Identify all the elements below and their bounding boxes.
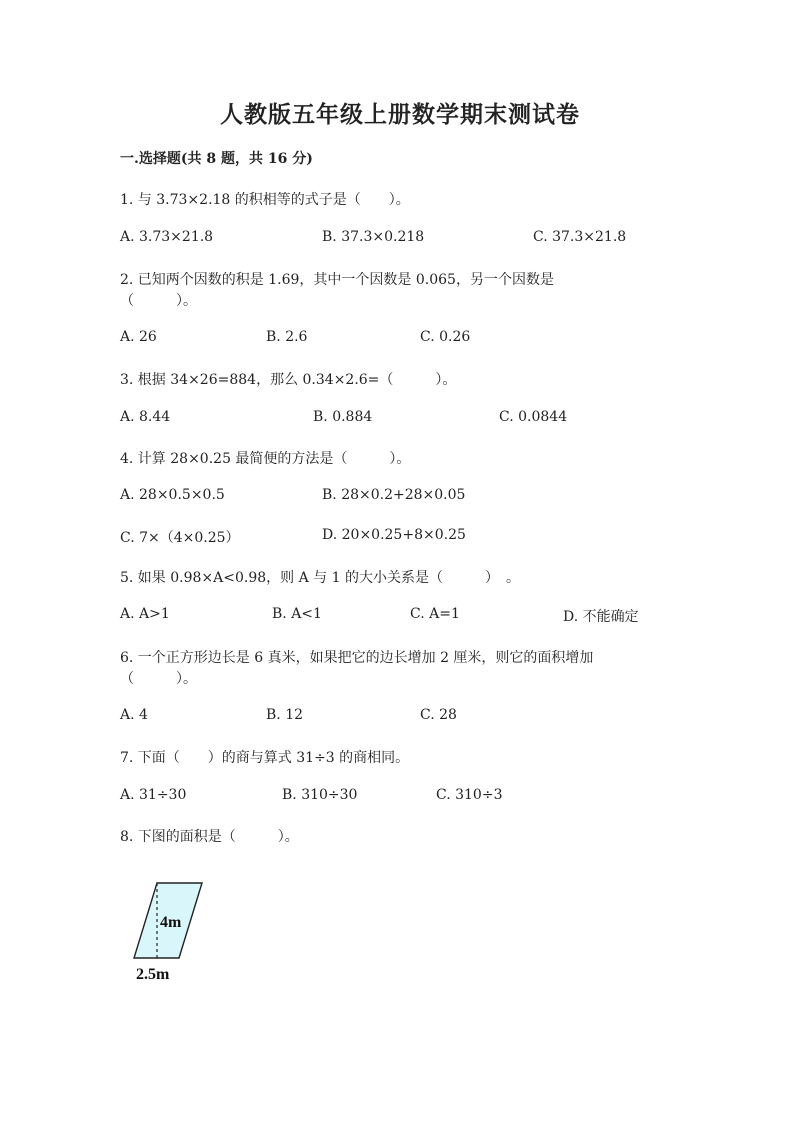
question-7-stem: 7. 下面（ ）的商与算式 31÷3 的商相同。 [120, 750, 410, 766]
question-2-stem-cont: （ ）。 [120, 293, 197, 309]
question-3-option-b: B. 0.884 [313, 409, 373, 425]
question-4-option-a: A. 28×0.5×0.5 [120, 487, 225, 503]
question-5-option-a: A. A>1 [120, 606, 170, 622]
question-5-option-b: B. A<1 [272, 606, 322, 622]
question-2-option-c: C. 0.26 [420, 329, 471, 345]
question-6-option-c: C. 28 [420, 707, 457, 723]
question-4-option-c: C. 7×（4×0.25） [120, 530, 240, 546]
question-3-option-a: A. 8.44 [120, 409, 171, 425]
question-5-option-d: D. 不能确定 [563, 609, 639, 625]
question-3-option-c: C. 0.0844 [499, 409, 568, 425]
question-4-stem: 4. 计算 28×0.25 最简便的方法是（ ）。 [120, 451, 411, 467]
question-6-stem: 6. 一个正方形边长是 6 真米，如果把它的边长增加 2 厘米，则它的面积增加 [120, 650, 594, 666]
question-4-option-d: D. 20×0.25+8×0.25 [322, 527, 466, 543]
question-1-option-a: A. 3.73×21.8 [120, 229, 214, 245]
question-1-stem: 1. 与 3.73×2.18 的积相等的式子是（ ）。 [120, 192, 410, 208]
question-7-option-a: A. 31÷30 [120, 787, 187, 803]
question-4-option-b: B. 28×0.2+28×0.05 [322, 487, 466, 503]
parallelogram-figure [126, 876, 236, 986]
question-5-option-c: C. A=1 [410, 606, 460, 622]
base-label: 2.5m [136, 966, 170, 983]
question-7-option-c: C. 310÷3 [436, 787, 503, 803]
height-label: 4m [160, 914, 182, 931]
question-6-option-a: A. 4 [120, 707, 148, 723]
question-5-stem: 5. 如果 0.98×A<0.98，则 A 与 1 的大小关系是（ ） 。 [120, 570, 520, 586]
question-2-stem: 2. 已知两个因数的积是 1.69，其中一个因数是 0.065，另一个因数是 [120, 272, 554, 288]
question-2-option-b: B. 2.6 [266, 329, 308, 345]
question-3-stem: 3. 根据 34×26=884，那么 0.34×2.6=（ ）。 [120, 372, 457, 388]
page-title: 人教版五年级上册数学期末测试卷 [220, 101, 580, 128]
question-2-option-a: A. 26 [120, 329, 157, 345]
parallelogram-svg [126, 876, 236, 986]
question-1-option-b: B. 37.3×0.218 [322, 229, 425, 245]
question-6-stem-cont: （ ）。 [120, 671, 197, 687]
question-6-option-b: B. 12 [266, 707, 304, 723]
question-7-option-b: B. 310÷30 [282, 787, 358, 803]
section-heading: 一.选择题(共 8 题，共 16 分) [120, 151, 313, 167]
question-1-option-c: C. 37.3×21.8 [533, 229, 627, 245]
question-8-stem: 8. 下图的面积是（ ）。 [120, 829, 299, 845]
